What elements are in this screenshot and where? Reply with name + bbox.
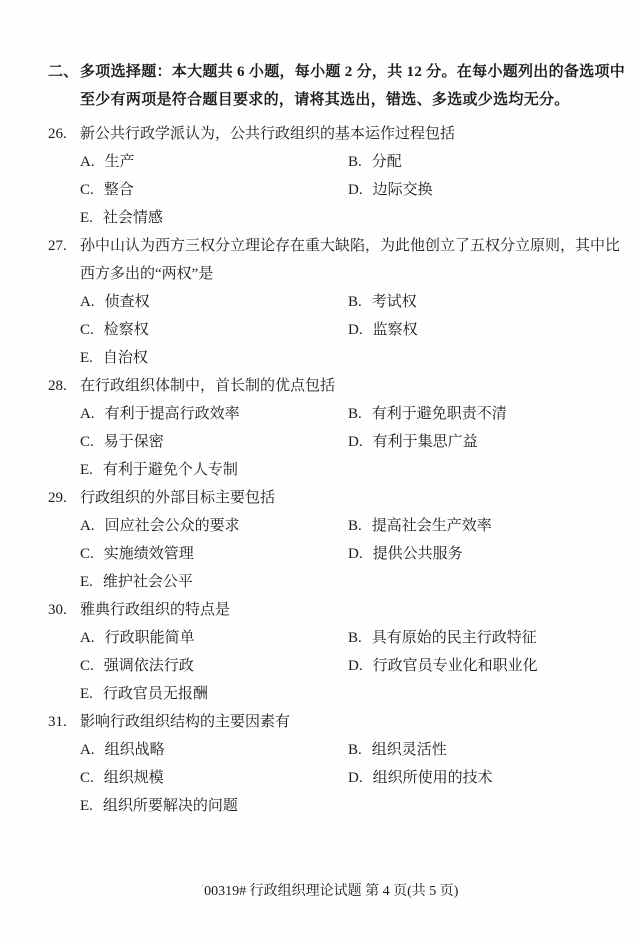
option-label: B.: [348, 406, 362, 422]
option-label: D.: [348, 322, 363, 338]
option-e: [80, 204, 348, 232]
section-instruction-line: 至少有两项是符合题目要求的，请将其选出，错选、多选或少选均无分。: [80, 92, 570, 108]
option-label: D.: [348, 434, 363, 450]
option-d: [348, 316, 418, 344]
option-b: [348, 512, 492, 540]
question-stem: 新公共行政学派认为，公共行政组织的基本运作过程包括: [80, 126, 456, 142]
option-c: [80, 176, 348, 204]
option-b: [348, 148, 402, 176]
option-label: E.: [80, 350, 93, 366]
question-number: 26.: [48, 126, 67, 142]
option-text: 强调依法行政: [103, 658, 194, 674]
question-body: [80, 484, 612, 596]
question-body: [80, 232, 620, 372]
option-row: [80, 736, 612, 764]
option-text: 维护社会公平: [102, 574, 193, 590]
option-a: [80, 288, 348, 316]
option-label: A.: [80, 154, 95, 170]
option-label: A.: [80, 630, 95, 646]
option-label: B.: [348, 742, 362, 758]
option-text: 分配: [371, 154, 402, 170]
option-c: [80, 428, 348, 456]
section-number: 二、: [48, 64, 79, 80]
option-label: D.: [348, 182, 363, 198]
page-footer: [48, 878, 612, 902]
option-label: D.: [348, 770, 363, 786]
option-text: 具有原始的民主行政特征: [371, 630, 537, 646]
section-header: [48, 58, 626, 114]
question-stem: 雅典行政组织的特点是: [80, 602, 231, 618]
question-body: [80, 372, 612, 484]
option-text: 整合: [103, 182, 134, 198]
option-label: C.: [80, 770, 94, 786]
option-label: B.: [348, 294, 362, 310]
option-row: [80, 456, 612, 484]
option-row: [80, 344, 620, 372]
question-number: 29.: [48, 490, 67, 506]
option-row: [80, 652, 612, 680]
option-d: [348, 652, 538, 680]
option-label: C.: [80, 546, 94, 562]
question-stem: 孙中山认为西方三权分立理论存在重大缺陷，为此他创立了五权分立原则，其中比: [80, 238, 621, 254]
option-text: 行政官员无报酬: [102, 686, 208, 702]
option-label: C.: [80, 658, 94, 674]
question-stem-continued: 西方多出的“两权”是: [80, 266, 214, 282]
option-label: A.: [80, 294, 95, 310]
option-row: [80, 288, 620, 316]
option-text: 组织所使用的技术: [372, 770, 493, 786]
option-row: [80, 568, 612, 596]
option-text: 行政职能简单: [104, 630, 195, 646]
option-c: [80, 316, 348, 344]
option-text: 监察权: [372, 322, 418, 338]
option-label: A.: [80, 406, 95, 422]
option-row: [80, 316, 620, 344]
option-label: A.: [80, 742, 95, 758]
option-row: [80, 204, 612, 232]
option-d: [348, 764, 493, 792]
option-row: [80, 680, 612, 708]
option-e: [80, 456, 348, 484]
option-label: C.: [80, 182, 94, 198]
option-c: [80, 764, 348, 792]
option-text: 有利于提高行政效率: [104, 406, 240, 422]
option-text: 自治权: [102, 350, 148, 366]
option-b: [348, 288, 417, 316]
option-label: C.: [80, 434, 94, 450]
option-label: E.: [80, 574, 93, 590]
option-b: [348, 400, 507, 428]
question-body: [80, 120, 612, 232]
option-label: A.: [80, 518, 95, 534]
option-text: 考试权: [371, 294, 417, 310]
option-c: [80, 652, 348, 680]
option-a: [80, 512, 348, 540]
option-text: 有利于避免个人专制: [102, 462, 238, 478]
question-number: 28.: [48, 378, 67, 394]
option-row: [80, 176, 612, 204]
option-text: 生产: [104, 154, 135, 170]
option-row: [80, 764, 612, 792]
option-a: [80, 736, 348, 764]
option-text: 侦查权: [104, 294, 150, 310]
option-row: [80, 540, 612, 568]
option-text: 易于保密: [103, 434, 164, 450]
option-label: D.: [348, 546, 363, 562]
question-body: [80, 708, 612, 820]
question-27: [48, 232, 621, 372]
option-label: E.: [80, 798, 93, 814]
section-instruction-line: 多项选择题：本大题共 6 小题，每小题 2 分，共 12 分。在每小题列出的备选项中: [80, 64, 626, 80]
option-row: [80, 428, 612, 456]
question-26: [48, 120, 612, 232]
question-29: [48, 484, 612, 596]
question-stem: 在行政组织体制中，首长制的优点包括: [80, 378, 336, 394]
option-label: B.: [348, 518, 362, 534]
option-text: 行政官员专业化和职业化: [372, 658, 538, 674]
option-a: [80, 400, 348, 428]
option-text: 边际交换: [372, 182, 433, 198]
question-28: [48, 372, 612, 484]
option-text: 有利于避免职责不清: [371, 406, 507, 422]
section-instructions: [80, 58, 625, 114]
question-stem: 行政组织的外部目标主要包括: [80, 490, 276, 506]
option-label: C.: [80, 322, 94, 338]
option-text: 实施绩效管理: [103, 546, 194, 562]
question-31: [48, 708, 612, 820]
option-label: D.: [348, 658, 363, 674]
question-number: 27.: [48, 238, 67, 254]
option-label: E.: [80, 686, 93, 702]
option-d: [348, 540, 463, 568]
option-text: 组织灵活性: [371, 742, 447, 758]
option-e: [80, 344, 348, 372]
option-text: 有利于集思广益: [372, 434, 478, 450]
option-e: [80, 680, 348, 708]
question-number: 31.: [48, 714, 67, 730]
option-e: [80, 568, 348, 596]
option-b: [348, 736, 447, 764]
option-row: [80, 512, 612, 540]
question-stem: 影响行政组织结构的主要因素有: [80, 714, 291, 730]
option-a: [80, 148, 348, 176]
option-a: [80, 624, 348, 652]
option-row: [80, 792, 612, 820]
option-row: [80, 148, 612, 176]
option-e: [80, 792, 348, 820]
option-text: 社会情感: [102, 210, 163, 226]
option-b: [348, 624, 537, 652]
scan-artifact-mark: ': [201, 883, 204, 893]
option-label: B.: [348, 154, 362, 170]
option-c: [80, 540, 348, 568]
option-text: 组织所要解决的问题: [102, 798, 238, 814]
option-label: E.: [80, 210, 93, 226]
option-text: 组织规模: [103, 770, 164, 786]
question-body: [80, 596, 612, 708]
option-text: 回应社会公众的要求: [104, 518, 240, 534]
option-row: [80, 400, 612, 428]
question-number: 30.: [48, 602, 67, 618]
option-text: 组织战略: [104, 742, 165, 758]
option-text: 提高社会生产效率: [371, 518, 492, 534]
footer-text: 00319# 行政组织理论试题 第 4 页(共 5 页): [204, 884, 459, 899]
option-row: [80, 624, 612, 652]
option-d: [348, 428, 478, 456]
option-label: E.: [80, 462, 93, 478]
option-text: 检察权: [103, 322, 149, 338]
question-30: [48, 596, 612, 708]
option-text: 提供公共服务: [372, 546, 463, 562]
option-d: [348, 176, 433, 204]
option-label: B.: [348, 630, 362, 646]
